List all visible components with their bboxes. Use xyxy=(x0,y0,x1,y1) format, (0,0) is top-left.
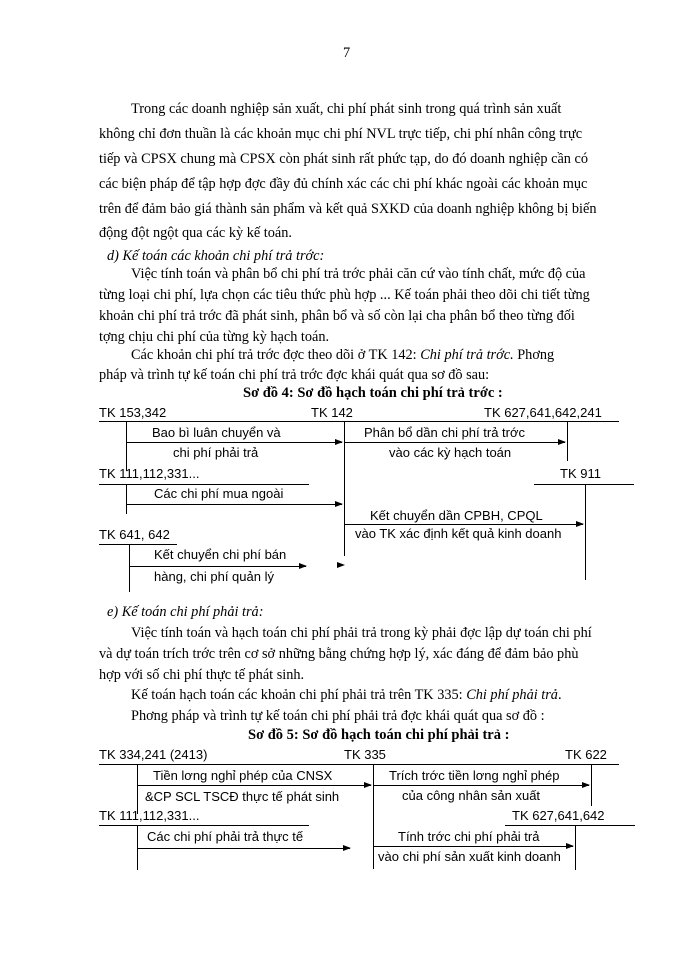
d4-arrow-1 xyxy=(126,442,342,443)
section-e-para2-pre: Kế toán hạch toán các khoản chi phí phải trả trên TK 335: xyxy=(131,687,467,703)
section-e-para2 xyxy=(131,686,562,705)
d5-entry-3b: của công nhân sản xuất xyxy=(402,788,541,803)
d5-line-tk111 xyxy=(99,825,309,826)
d4-entry-5b: vào TK xác định kết quả kinh doanh xyxy=(355,526,562,541)
intro-line-5: trên để đảm bảo giá thành sản phẩm và kết quả SXKD của doanh nghiệp không bị biến xyxy=(99,201,597,217)
d5-arrow-1 xyxy=(137,785,371,786)
d5-entry-1b: &CP SCL TSCĐ thực tế phát sinh xyxy=(145,789,340,804)
d5-entry-2: Các chi phí phải trả thực tế xyxy=(147,829,304,844)
d4-t-tk641 xyxy=(129,544,130,592)
d4-entry-3a: Kết chuyển chi phí bán xyxy=(154,547,287,562)
section-d-para2-pre: Các khoản chi phí trả trớc đợc theo dõi ở TK 142: xyxy=(131,347,421,363)
section-d-para1-line-4: tợng chịu chi phí của từng kỳ hạch toán. xyxy=(99,329,330,345)
section-d-para1-line-2: từng loại chi phí, lựa chọn các tiêu thức phù hợp ... Kế toán phải theo dõi chi tiết từng xyxy=(99,287,590,303)
section-e-heading xyxy=(107,603,263,622)
section-d-prefix: d) xyxy=(107,248,119,264)
d4-entry-2: Các chi phí mua ngoài xyxy=(154,486,284,501)
d5-t-tk622 xyxy=(591,764,592,806)
d5-account-tk335: TK 335 xyxy=(344,747,386,762)
d5-t-tk627 xyxy=(575,825,576,870)
d4-account-tk911: TK 911 xyxy=(560,466,601,481)
d5-t-tk335 xyxy=(373,764,374,869)
intro-line-1: Trong các doanh nghiệp sản xuất, chi phí phát sinh trong quá trình sản xuất xyxy=(131,101,562,117)
intro-line-4: các biện pháp để tập hợp đợc đầy đủ chính xác các chi phí khác ngoài các khoản mục xyxy=(99,176,588,192)
d4-entry-4a: Phân bổ dần chi phí trả trớc xyxy=(364,425,526,440)
d4-account-tk627: TK 627,641,642,241 xyxy=(484,405,602,420)
d4-t-tk911 xyxy=(585,484,586,580)
section-e-para1-line-2: và dự toán trích trớc trên cơ sở những bằng chứng hợp lý, xác đáng để đảm bảo phù xyxy=(99,646,579,662)
section-d-para2-line-2: pháp và trình tự kế toán chi phí trả trớc đợc khái quát qua sơ đồ sau: xyxy=(99,367,490,383)
page-number: 7 xyxy=(343,45,351,61)
d4-account-tk153: TK 153,342 xyxy=(99,405,167,420)
section-d-para1-line-1: Việc tính toán và phân bổ chi phí trả trớc phải căn cứ vào tính chất, mức độ của xyxy=(131,266,586,282)
d4-account-tk641: TK 641, 642 xyxy=(99,527,170,542)
section-e-title: Kế toán chi phí phải trả: xyxy=(121,604,264,620)
d5-account-tk111: TK 111,112,331... xyxy=(99,808,200,823)
d5-account-tk334: TK 334,241 (2413) xyxy=(99,747,208,762)
d5-t-tk334 xyxy=(137,764,138,814)
section-d-heading xyxy=(107,247,324,266)
section-d-para2-italic: Chi phí trả trớc. xyxy=(420,347,514,363)
section-e-prefix: e) xyxy=(107,604,119,620)
section-e-para2-post: . xyxy=(557,687,562,703)
section-e-para1-line-1: Việc tính toán và hạch toán chi phí phải trả trong kỳ phải đợc lập dự toán chi phí xyxy=(131,625,592,641)
d5-entry-4a: Tính trớc chi phí phải trả xyxy=(398,829,540,844)
d4-account-tk111: TK 111,112,331... xyxy=(99,466,200,481)
d5-account-tk627: TK 627,641,642 xyxy=(512,808,605,823)
section-d-title: Kế toán các khoản chi phí trả trớc: xyxy=(122,248,325,264)
intro-line-6: động đột ngột qua các kỳ kế toán. xyxy=(99,225,292,241)
d4-line-tk911 xyxy=(534,484,634,485)
d4-arrow-4 xyxy=(344,442,565,443)
d5-top-line xyxy=(99,764,619,765)
section-e-para2-italic: Chi phí phải trả xyxy=(466,687,558,703)
d4-entry-5a: Kết chuyển dần CPBH, CPQL xyxy=(370,508,543,523)
d4-arrow-2 xyxy=(126,504,342,505)
d4-entry-1a: Bao bì luân chuyển và xyxy=(152,425,281,440)
section-d-para2-line-1 xyxy=(131,346,554,365)
d4-t-tk111 xyxy=(126,484,127,514)
section-d-para2-post: Phơng xyxy=(513,347,555,363)
d5-arrow-2 xyxy=(137,848,350,849)
intro-line-3: tiếp và CPSX chung mà CPSX còn phát sinh rất phức tạp, do đó doanh nghiệp cần có xyxy=(99,151,589,167)
d5-arrow-3 xyxy=(373,785,589,786)
d4-line-tk111 xyxy=(99,484,309,485)
d4-t-tk627 xyxy=(567,421,568,461)
diagram-5-title: Sơ đồ 5: Sơ đồ hạch toán chi phí phải trả : xyxy=(248,727,510,743)
section-e-para3: Phơng pháp và trình tự kế toán chi phí phải trả đợc khái quát qua sơ đồ : xyxy=(131,708,545,724)
d5-entry-1a: Tiền lơng nghỉ phép của CNSX xyxy=(153,768,333,783)
d4-t-tk153 xyxy=(126,421,127,471)
d4-top-line xyxy=(99,421,619,422)
d5-account-tk622: TK 622 xyxy=(565,747,607,762)
d4-entry-3b: hàng, chi phí quản lý xyxy=(154,569,274,584)
d5-line-tk627 xyxy=(505,825,635,826)
d5-entry-4b: vào chi phí sản xuất kinh doanh xyxy=(378,849,561,864)
d4-entry-1b: chi phí phải trả xyxy=(173,445,259,460)
d4-line-tk641 xyxy=(99,544,177,545)
intro-line-2: không chỉ đơn thuần là các khoản mục chi phí NVL trực tiếp, chi phí nhân công trực xyxy=(99,126,583,142)
d4-arrow-5 xyxy=(344,524,583,525)
d4-account-tk142: TK 142 xyxy=(311,405,353,420)
d4-arrow-3 xyxy=(129,566,306,567)
d4-entry-4b: vào các kỳ hạch toán xyxy=(389,445,512,460)
section-d-para1-line-3: khoản chi phí trả trớc đã phát sinh, phân bổ và số còn lại cha phân bổ theo từng đối xyxy=(99,308,575,324)
section-e-para1-line-3: hợp với số chi phí thực tế phát sinh. xyxy=(99,667,305,683)
d5-entry-3a: Trích trớc tiền lơng nghỉ phép xyxy=(389,768,560,783)
diagram-4-title: Sơ đồ 4: Sơ đồ hạch toán chi phí trả trớc : xyxy=(243,385,503,401)
d5-arrow-4 xyxy=(373,846,573,847)
